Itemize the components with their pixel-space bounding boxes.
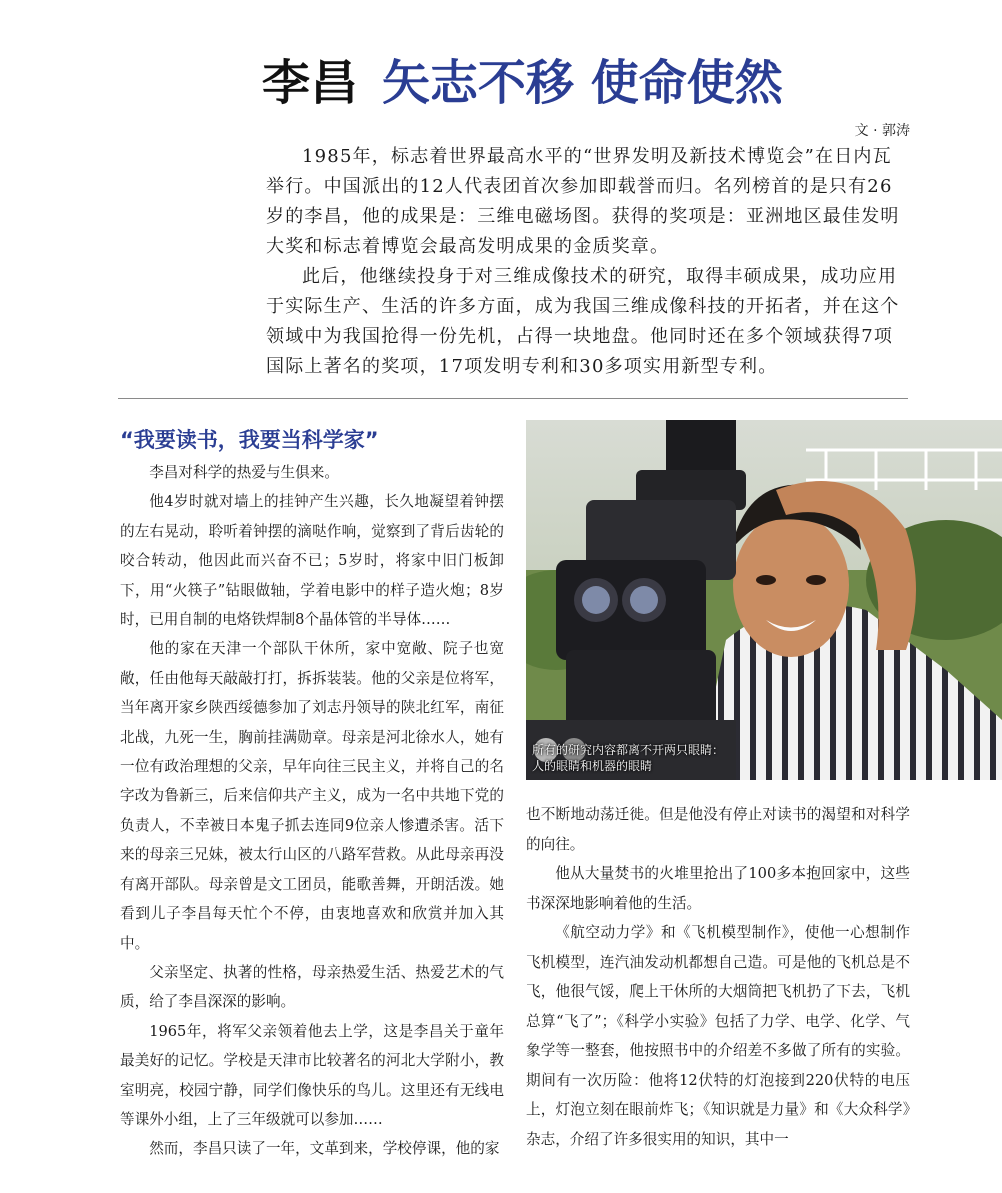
body-paragraph: 他从大量焚书的火堆里抢出了100多本抱回家中，这些书深深地影响着他的生活。 bbox=[526, 865, 910, 912]
section-divider bbox=[118, 398, 908, 399]
body-paragraph: 然而，李昌只读了一年，文革到来，学校停课，他的家 bbox=[149, 1140, 500, 1158]
body-paragraph: 李昌对科学的热爱与生俱来。 bbox=[149, 464, 339, 481]
right-column bbox=[526, 800, 910, 1154]
photo-illustration bbox=[526, 420, 1002, 780]
intro-paragraph: 1985年，标志着世界最高水平的“世界发明及新技术博览会”在日内瓦举行。中国派出的12人代表团首次参加即载誉而归。名列榜首的是只有26岁的李昌，他的成果是：三维电磁场图。获得的奖项是：亚洲地区最佳发明大奖和标志着博览会最高发明成果的金质奖章。 bbox=[266, 146, 900, 257]
left-column bbox=[120, 458, 504, 1164]
body-paragraph: 1965年，将军父亲领着他去上学，这是李昌关于童年最美好的记忆。学校是天津市比较著名的河北大学附小，教室明亮，校园宁静，同学们像快乐的鸟儿。这里还有无线电等课外小组，上了三年级就可以参加…… bbox=[120, 1022, 504, 1128]
body-paragraph: 他的家在天津一个部队干休所，家中宽敞、院子也宽敞，任由他每天敲敲打打，拆拆装装。他的父亲是位将军，当年离开家乡陕西绥德参加了刘志丹领导的陕北红军，南征北战，九死一生，胸前挂满勋章。母亲是河北徐水人，她有一位有政治理想的父亲，早年向往三民主义，并将自己的名字改为鲁新三，后来信仰共产主义，成为一名中共地下党的负责人，不幸被日本鬼子抓去连同9位亲人惨遭杀害。活下来的母亲三兄妹，被太行山区的八路军营救。从此母亲再没有离开部队。母亲曾是文工团员，能歌善舞，开朗活泼。她看到儿子李昌每天忙个不停，由衷地喜欢和欣赏并加入其中。 bbox=[120, 640, 504, 952]
body-paragraph: 父亲坚定、执著的性格，母亲热爱生活、热爱艺术的气质，给了李昌深深的影响。 bbox=[120, 963, 504, 1011]
photo-caption-line: 所有的研究内容都离不开两只眼睛： bbox=[532, 743, 725, 757]
photo-caption-line: 人的眼睛和机器的眼睛 bbox=[532, 759, 653, 773]
photo-caption bbox=[532, 742, 792, 774]
title-slogan: 矢志不移 使命使然 bbox=[382, 55, 783, 111]
portrait-photo bbox=[526, 420, 1002, 780]
intro-paragraph: 此后，他继续投身于对三维成像技术的研究，取得丰硕成果，成功应用于实际生产、生活的许多方面，成为我国三维成像科技的开拓者，并在这个领域中为我国抢得一份先机，占得一块地盘。他同时还在多个领域获得7项国际上著名的奖项，17项发明专利和30多项实用新型专利。 bbox=[266, 266, 900, 377]
intro-block bbox=[266, 142, 910, 382]
body-paragraph: 他4岁时就对墙上的挂钟产生兴趣，长久地凝望着钟摆的左右晃动，聆听着钟摆的滴哒作响，觉察到了背后齿轮的咬合转动，他因此而兴奋不已；5岁时，将家中旧门板卸下，用“火筷子”钻眼做轴，学着电影中的样子造火炮；8岁时，已用自制的电烙铁焊制8个晶体管的半导体…… bbox=[120, 493, 504, 629]
title-name: 李昌 bbox=[262, 55, 359, 111]
section-heading: “我要读书，我要当科学家” bbox=[120, 428, 379, 452]
author-byline: 文 · 郭涛 bbox=[854, 123, 910, 139]
body-paragraph: 《航空动力学》和《飞机模型制作》，使他一心想制作飞机模型，连汽油发动机都想自己造。可是他的飞机总是不飞，他很气馁，爬上干休所的大烟筒把飞机扔了下去，飞机总算“飞了”；《科学小实验》包括了力学、电学、化学、气象学等一整套，他按照书中的介绍差不多做了所有的实验。期间有一次历险：他将12伏特的灯泡接到220伏特的电压上，灯泡立刻在眼前炸飞；《知识就是力量》和《大众科学》杂志，介绍了许多很实用的知识，其中一 bbox=[526, 924, 910, 1148]
article-title bbox=[262, 52, 783, 114]
body-paragraph: 也不断地动荡迁徙。但是他没有停止对读书的渴望和对科学的向往。 bbox=[526, 806, 910, 853]
